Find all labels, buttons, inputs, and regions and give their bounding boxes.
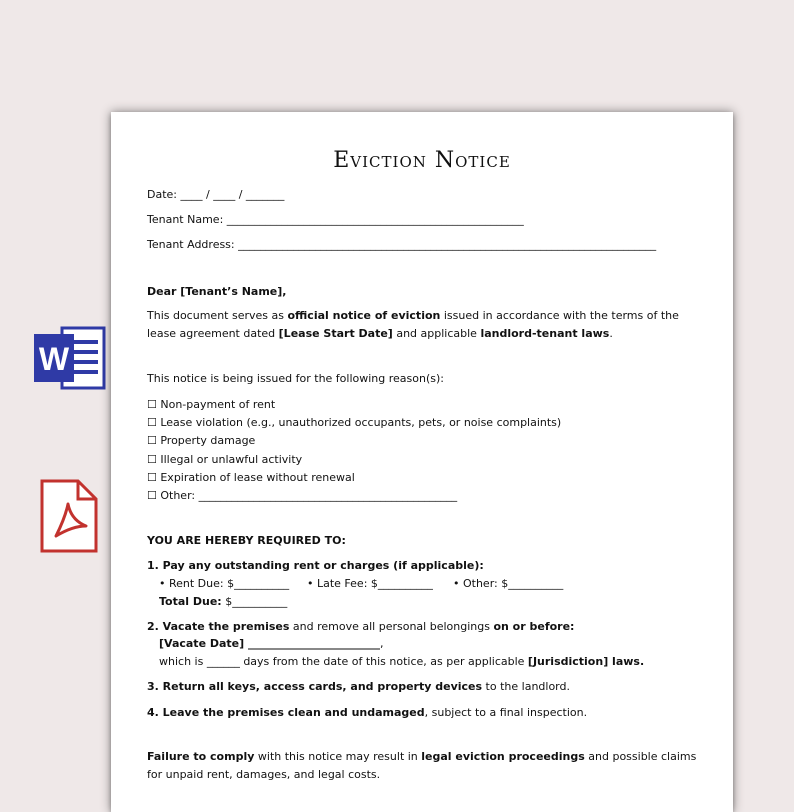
word-file-icon (32, 320, 108, 396)
late-fee-field: • Late Fee: $__________ (307, 577, 433, 590)
reason-item: ☐ Lease violation (e.g., unauthorized occupants, pets, or noise complaints) (147, 416, 562, 429)
rent-due-field: • Rent Due: $__________ (159, 577, 290, 590)
requirement-1-heading: 1. Pay any outstanding rent or charges (if applicable): (147, 559, 484, 572)
reasons-intro: This notice is being issued for the following reason(s): (147, 372, 444, 385)
date-field: Date: ____ / ____ / _______ (147, 188, 285, 201)
requirement-4: 4. Leave the premises clean and undamaged, subject to a final inspection. (147, 706, 588, 719)
reason-item: ☐ Illegal or unlawful activity (147, 453, 303, 466)
document-title: Eviction Notice (333, 148, 511, 173)
document-page (111, 112, 733, 812)
reason-item: ☐ Expiration of lease without renewal (147, 471, 355, 484)
intro-paragraph: This document serves as official notice of eviction issued in accordance with the terms of the lease agreement dated [Lease Start Date] and applicable landlord-tenant laws. (147, 309, 679, 340)
tenant-name-field: Tenant Name: ______________________________________________________ (147, 213, 524, 226)
requirement-3: 3. Return all keys, access cards, and property devices to the landlord. (147, 680, 570, 693)
svg-text:W: W (38, 341, 70, 377)
requirement-2: 2. Vacate the premises and remove all personal belongings on or before: (147, 620, 575, 633)
requirement-2-detail: which is ______ days from the date of this notice, as per applicable [Jurisdiction] laws. (159, 655, 645, 668)
reason-item: ☐ Non-payment of rent (147, 398, 276, 411)
pdf-file-icon (38, 478, 100, 554)
vacate-date-field: [Vacate Date] ________________________, (159, 637, 384, 650)
total-due-field: Total Due: $__________ (159, 595, 288, 608)
required-heading: YOU ARE HEREBY REQUIRED TO: (147, 534, 346, 547)
other-fee-field: • Other: $__________ (453, 577, 564, 590)
greeting: Dear [Tenant’s Name], (147, 285, 287, 298)
reason-item: ☐ Property damage (147, 434, 256, 447)
tenant-address-field: Tenant Address: ____________________________________________________________________________ (147, 238, 657, 251)
reason-item: ☐ Other: _______________________________________________ (147, 489, 458, 502)
closing-paragraph: Failure to comply with this notice may result in legal eviction proceedings and possible claims for unpaid rent, damages, and legal costs. (147, 750, 697, 781)
